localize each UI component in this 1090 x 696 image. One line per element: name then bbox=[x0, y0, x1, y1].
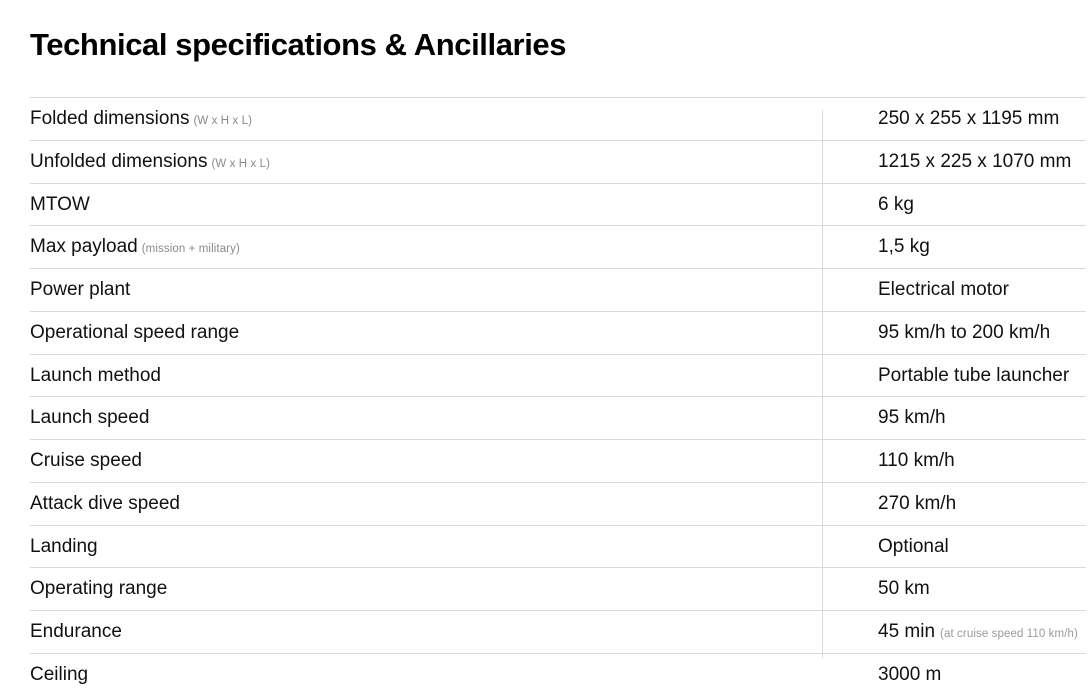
spec-label-cell bbox=[30, 311, 864, 354]
spec-value-cell bbox=[864, 568, 1086, 611]
table-row bbox=[30, 140, 1086, 183]
spec-label-cell bbox=[30, 226, 864, 269]
spec-label: Max payload bbox=[30, 236, 138, 258]
spec-label: Operational speed range bbox=[30, 321, 240, 343]
spec-value-cell bbox=[864, 140, 1086, 183]
spec-label: Attack dive speed bbox=[30, 492, 180, 514]
spec-label-cell bbox=[30, 568, 864, 611]
spec-value-cell bbox=[864, 653, 1086, 695]
specifications-table bbox=[30, 97, 1086, 696]
page-title: Technical specifications & Ancillaries bbox=[30, 27, 567, 62]
spec-label: Operating range bbox=[30, 578, 168, 600]
table-row bbox=[30, 269, 1086, 312]
spec-value: 1,5 kg bbox=[878, 236, 930, 258]
spec-label-note: (W x H x L) bbox=[193, 115, 253, 128]
spec-label-cell bbox=[30, 397, 864, 440]
spec-value: Optional bbox=[878, 535, 949, 557]
table-row bbox=[30, 525, 1086, 568]
spec-value: 50 km bbox=[878, 578, 930, 600]
spec-label-cell bbox=[30, 269, 864, 312]
spec-label-cell bbox=[30, 354, 864, 397]
table-row bbox=[30, 397, 1086, 440]
spec-label-cell bbox=[30, 653, 864, 695]
table-row bbox=[30, 226, 1086, 269]
spec-label-note: (W x H x L) bbox=[211, 157, 271, 170]
spec-label: Landing bbox=[30, 535, 98, 557]
spec-value: 95 km/h bbox=[878, 407, 946, 429]
table-row bbox=[30, 440, 1086, 483]
spec-value: 3000 m bbox=[878, 663, 942, 685]
spec-label: Launch speed bbox=[30, 407, 150, 429]
spec-label: MTOW bbox=[30, 193, 90, 215]
spec-label-note: (mission + military) bbox=[141, 243, 240, 256]
spec-value-cell bbox=[864, 611, 1086, 654]
spec-value: Electrical motor bbox=[878, 279, 1009, 301]
spec-label-cell bbox=[30, 98, 864, 141]
spec-value-cell bbox=[864, 311, 1086, 354]
spec-label: Endurance bbox=[30, 621, 122, 643]
spec-value: 270 km/h bbox=[878, 492, 957, 514]
table-row bbox=[30, 611, 1086, 654]
spec-value-cell bbox=[864, 269, 1086, 312]
spec-value-cell bbox=[864, 354, 1086, 397]
spec-label-cell bbox=[30, 525, 864, 568]
spec-label-cell bbox=[30, 482, 864, 525]
table-row bbox=[30, 568, 1086, 611]
spec-value-cell bbox=[864, 397, 1086, 440]
spec-value: 95 km/h to 200 km/h bbox=[878, 321, 1051, 343]
spec-value-cell bbox=[864, 98, 1086, 141]
spec-value-cell bbox=[864, 525, 1086, 568]
spec-label-cell bbox=[30, 611, 864, 654]
spec-label: Ceiling bbox=[30, 663, 89, 685]
spec-value-cell bbox=[864, 183, 1086, 226]
table-row bbox=[30, 98, 1086, 141]
table-row bbox=[30, 653, 1086, 695]
spec-label: Launch method bbox=[30, 364, 161, 386]
spec-label-cell bbox=[30, 183, 864, 226]
spec-value: 45 min bbox=[878, 621, 936, 643]
spec-value-cell bbox=[864, 226, 1086, 269]
spec-value-note: (at cruise speed 110 km/h) bbox=[940, 628, 1078, 641]
table-row bbox=[30, 311, 1086, 354]
spec-label: Unfolded dimensions bbox=[30, 150, 208, 172]
spec-value-cell bbox=[864, 440, 1086, 483]
spec-label: Folded dimensions bbox=[30, 108, 190, 130]
spec-label: Cruise speed bbox=[30, 450, 142, 472]
spec-value-cell bbox=[864, 482, 1086, 525]
spec-label-cell bbox=[30, 440, 864, 483]
spec-value: 250 x 255 x 1195 mm bbox=[878, 108, 1060, 130]
specifications-table-body bbox=[30, 98, 1086, 696]
spec-value: 6 kg bbox=[878, 193, 914, 215]
table-row bbox=[30, 354, 1086, 397]
table-row bbox=[30, 183, 1086, 226]
spec-label-cell bbox=[30, 140, 864, 183]
table-row bbox=[30, 482, 1086, 525]
spec-label: Power plant bbox=[30, 279, 131, 301]
spec-value: 1215 x 225 x 1070 mm bbox=[878, 150, 1072, 172]
column-divider bbox=[822, 110, 823, 658]
spec-value: 110 km/h bbox=[878, 450, 955, 472]
spec-value: Portable tube launcher bbox=[878, 364, 1070, 386]
